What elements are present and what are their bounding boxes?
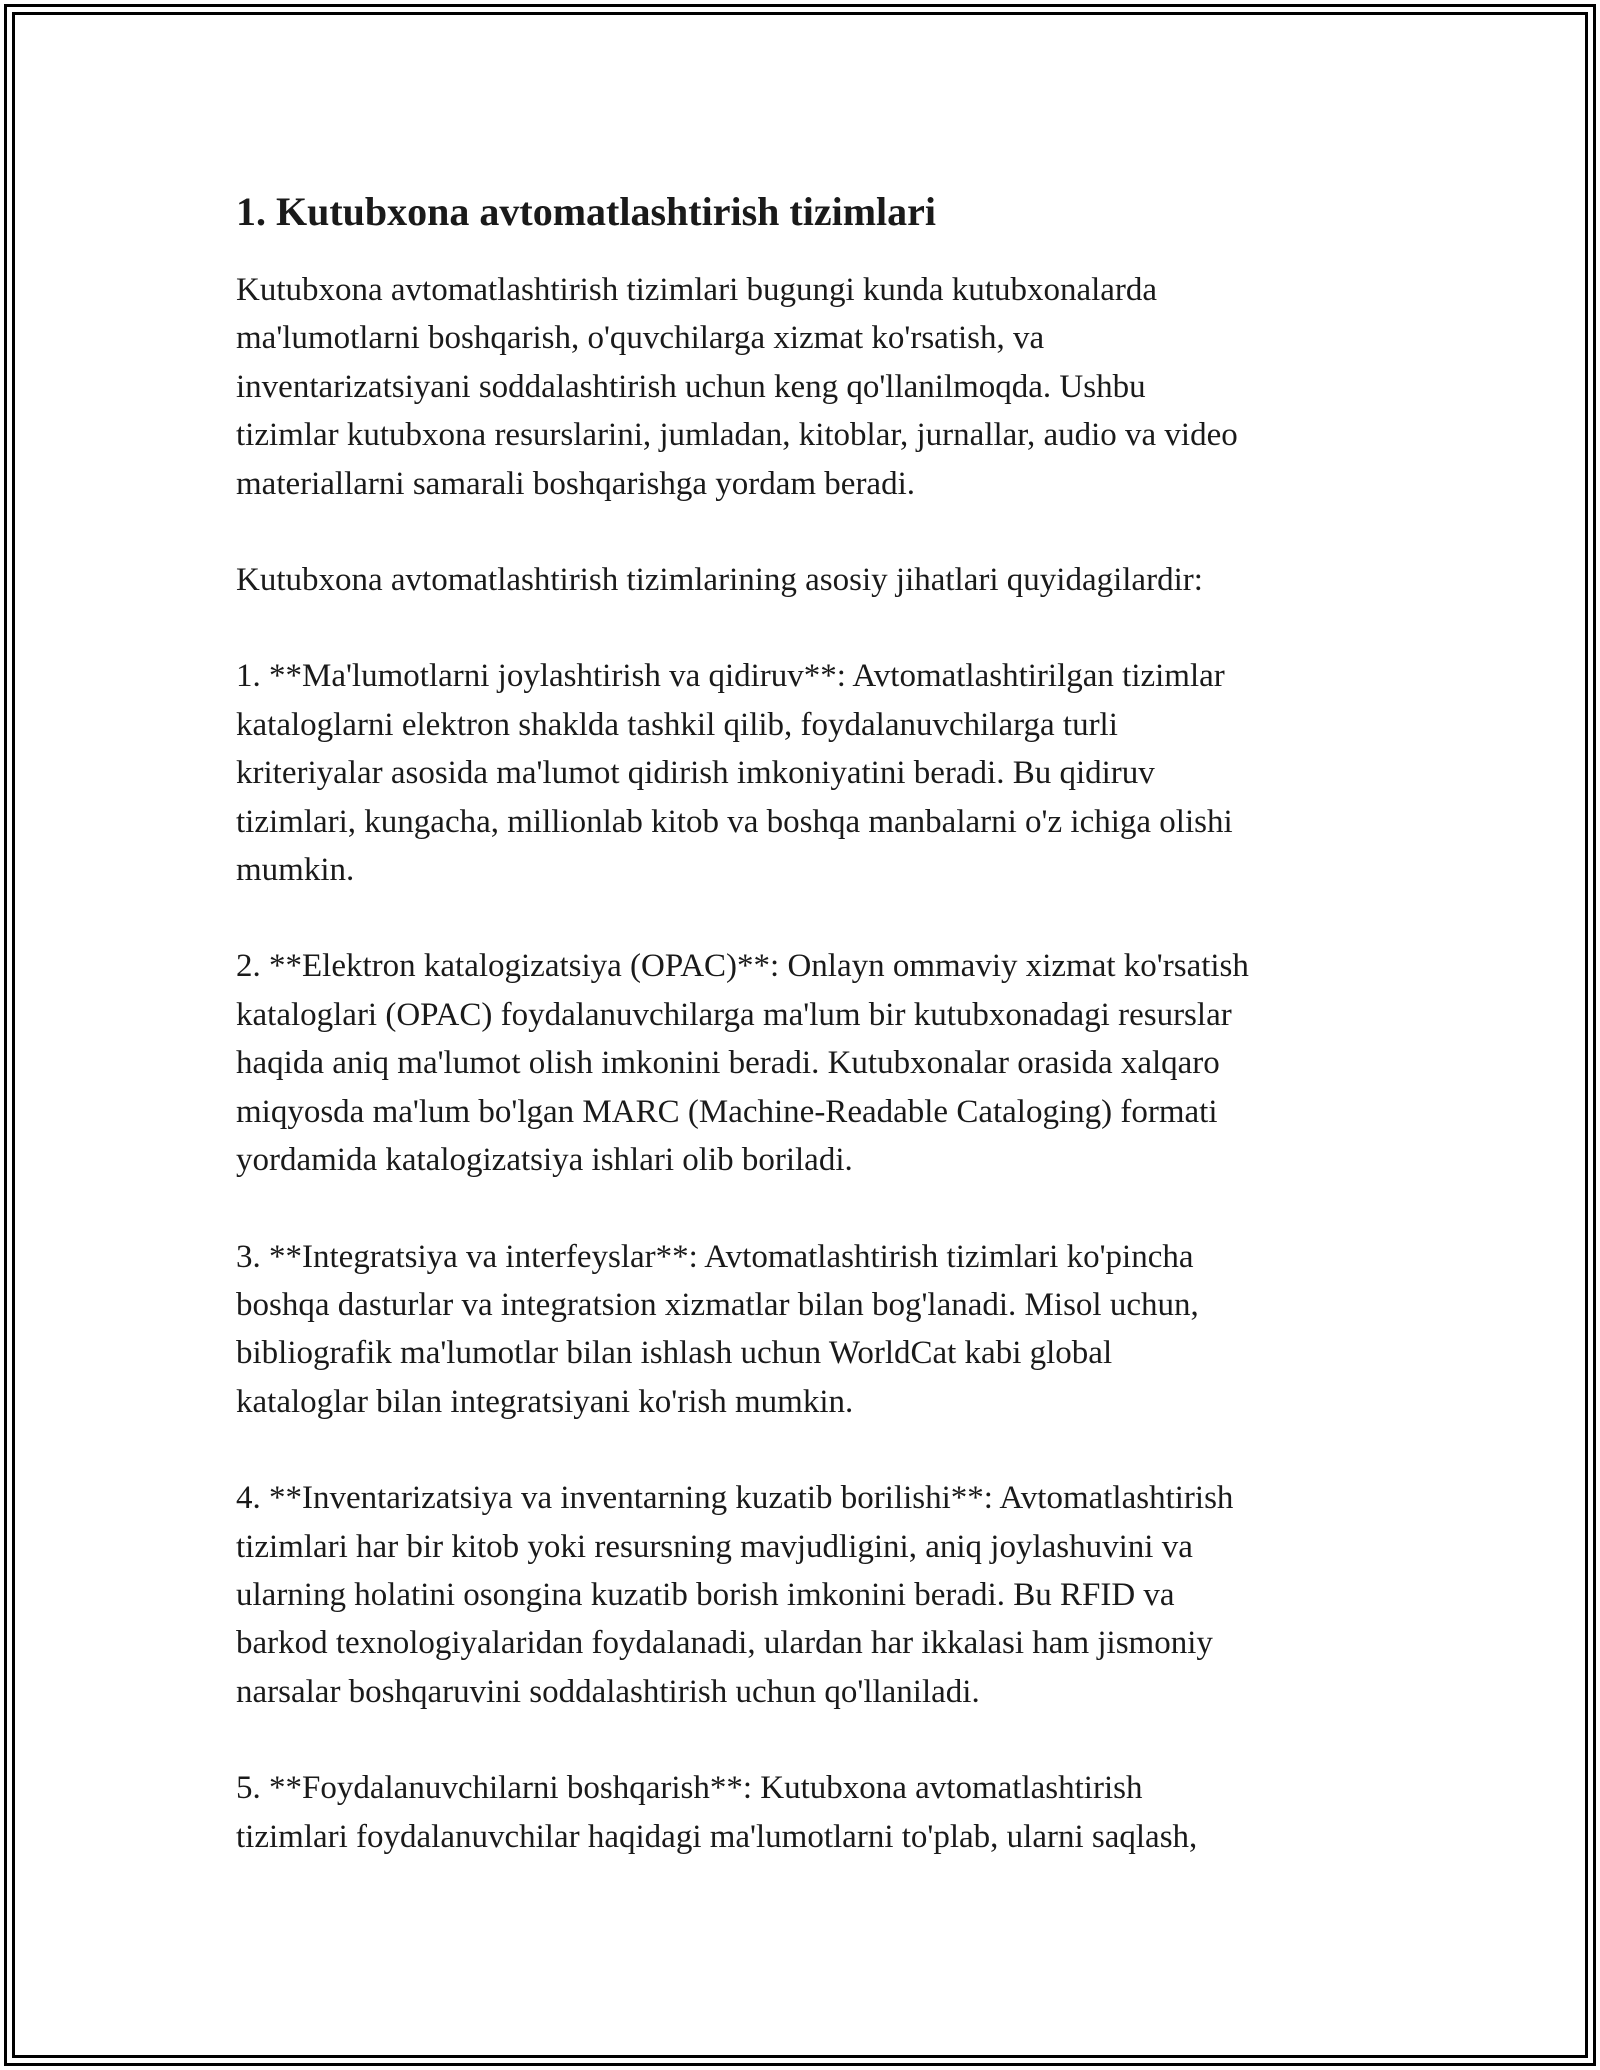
section-heading: 1. Kutubxona avtomatlashtirish tizimlari bbox=[236, 189, 937, 234]
list-item-user-management: 5. **Foydalanuvchilarni boshqarish**: Kutubxona avtomatlashtirish tizimlari foydalanuvchilar haqidagi ma'lumotlarni to'plab, ularni saqlash, bbox=[236, 1770, 1198, 1855]
list-item-inventory: 4. **Inventarizatsiya va inventarning kuzatib borilishi**: Avtomatlashtirish tizimlari har bir kitob yoki resursning mavjudligini, aniq joylashuvini va ularning holatini osongina kuzatib borish imkonini beradi. Bu RFID va barkod texnologiyalaridan foydalanadi, ulardan har ikkalasi ham jismoniy narsalar boshqaruvini soddalashtirish uchun qo'llaniladi. bbox=[236, 1480, 1234, 1710]
intro-paragraph: Kutubxona avtomatlashtirish tizimlari bugungi kunda kutubxonalarda ma'lumotlarni boshqarish, o'quvchilarga xizmat ko'rsatish, va inventarizatsiyani soddalashtirish uchun keng qo'llanilmoqda. Ushbu tizimlar kutubxona resurslarini, jumladan, kitoblar, jurnallar, audio va video materiallarni samarali boshqarishga yordam beradi. bbox=[236, 272, 1238, 502]
aspects-lead-paragraph: Kutubxona avtomatlashtirish tizimlarining asosiy jihatlari quyidagilardir: bbox=[236, 562, 1203, 599]
document-body bbox=[236, 186, 1386, 1909]
list-item-integration: 3. **Integratsiya va interfeyslar**: Avtomatlashtirish tizimlari ko'pincha boshqa dasturlar va integratsion xizmatlar bilan bog'lanadi. Misol uchun, bibliografik ma'lumotlar bilan ishlash uchun WorldCat kabi global kataloglar bilan integratsiyani ko'rish mumkin. bbox=[236, 1238, 1199, 1420]
list-item-opac: 2. **Elektron katalogizatsiya (OPAC)**: Onlayn ommaviy xizmat ko'rsatish kataloglari (OPAC) foydalanuvchilarga ma'lum bir kutubxonadagi resurslar haqida aniq ma'lumot olish imkonini beradi. Kutubxonalar orasida xalqaro miqyosda ma'lum bo'lgan MARC (Machine-Readable Cataloging) formati yordamida katalogizatsiya ishlari olib boriladi. bbox=[236, 948, 1249, 1179]
list-item-search: 1. **Ma'lumotlarni joylashtirish va qidiruv**: Avtomatlashtirilgan tizimlar kataloglarni elektron shaklda tashkil qilib, foydalanuvchilarga turli kriteriyalar asosida ma'lumot qidirish imkoniyatini beradi. Bu qidiruv tizimlari, kungacha, millionlab kitob va boshqa manbalarni o'z ichiga olishi mumkin. bbox=[236, 658, 1233, 889]
